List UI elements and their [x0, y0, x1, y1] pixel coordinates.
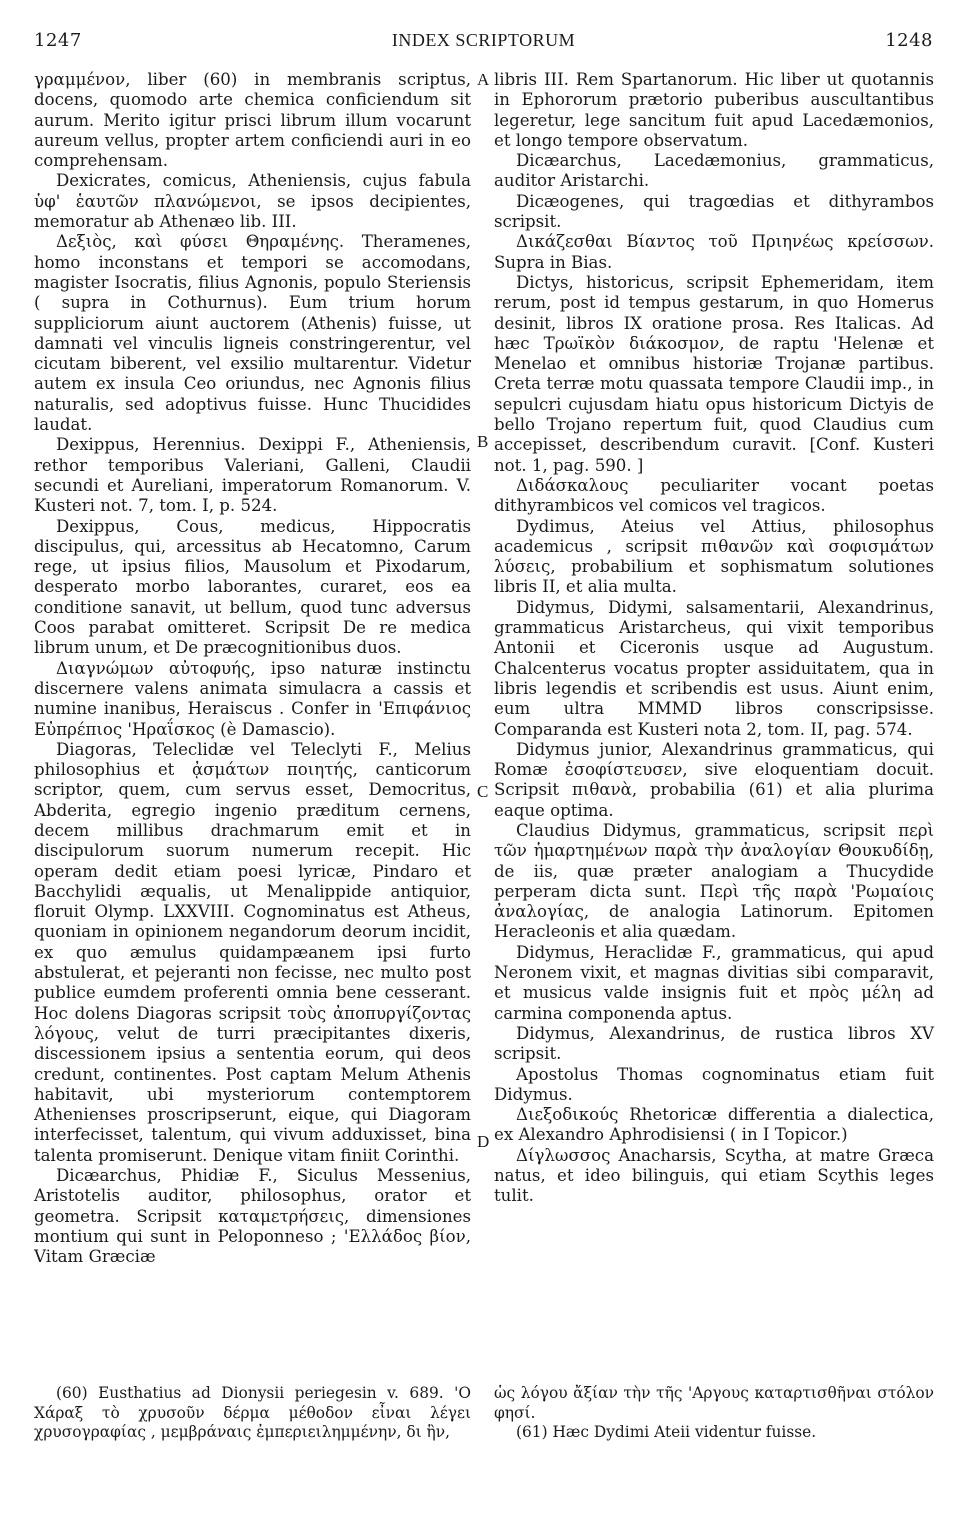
entry-paragraph: Dexippus, Herennius. Dexippi F., Atheniensis, rethor temporibus Valeriani, Galleni, Claudii secundi et Aureliani, imperatorum Romanorum. V. Kusteri not. 7, tom. I, p. 524.: [34, 435, 471, 516]
entry-paragraph: Dexicrates, comicus, Atheniensis, cujus fabula ὑφ' ἑαυτῶν πλανώμενοι, se ipsos decipientes, memoratur ab Athenæo lib. III.: [34, 171, 471, 232]
left-page-number: 1247: [34, 30, 82, 51]
entry-paragraph: Dexippus, Cous, medicus, Hippocratis discipulus, qui, arcessitus ab Hecatomno, Carum rege, ut ipsius filios, Mausolum et Pixodarum, desperato morbo laborantes, curaret, eos ea conditione sanavit, ut bellum, quod tunc adversus Coos parabat omitteret. Scripsit De re medica librum unum, et De præcognitionibus duos.: [34, 516, 471, 658]
section-marker-c: C: [477, 782, 489, 801]
entry-paragraph: Apostolus Thomas cognominatus etiam fuit Didymus.: [494, 1064, 934, 1104]
entry-paragraph: Διεξοδικούς Rhetoricæ differentia a dialectica, ex Alexandro Aphrodisiensi ( in I Topicor.): [494, 1105, 934, 1145]
entry-paragraph: Claudius Didymus, grammaticus, scripsit περὶ τῶν ἡμαρτημένων παρὰ τὴν ἀναλογίαν Θουκυδίδῃ, de iis, quæ præter analogiam a Thucydide perperam dicta sunt. Περὶ τῆς παρὰ 'Ρωμαίοις ἀναλογίας, de analogia Latinorum. Epitomen Heracleonis et alia quædam.: [494, 820, 934, 942]
entry-paragraph: Dicæarchus, Lacedæmonius, grammaticus, auditor Aristarchi.: [494, 151, 934, 191]
entry-paragraph: Didymus, Heraclidæ F., grammaticus, qui apud Neronem vixit, et magnas divitias sibi comparavit, et musicus valde insignis fuit et πρὸς μέλη ad carmina componenda aptus.: [494, 942, 934, 1023]
entry-paragraph: Dictys, historicus, scripsit Ephemeridam, item rerum, post id tempus gestarum, in quo Homerus desinit, libros IX oratione prosa. Res Italicas. Ad hæc Τρωϊκὸν διάκοσμον, de raptu 'Helenæ et Menelao et omnibus historiæ Trojanæ partibus. Creta terræ motu quassata tempore Claudii imp., in sepulcri cujusdam hiatu opus historicum Dictyis de bello Trojano repertum fuit, quod Claudius cum accepisset, describendum curavit. [Conf. Kusteri not. 1, pag. 590. ]: [494, 272, 934, 475]
entry-paragraph: Didymus, Didymi, salsamentarii, Alexandrinus, grammaticus Aristarcheus, qui vixit temporibus Antonii et Ciceronis usque ad Augustum. Chalcenterus vocatus propter assiduitatem, qua in libris legendis et scribendis est usus. Aiunt enim, eum ultra MMMD libros conscripsisse. Comparanda est Kusteri nota 2, tom. II, pag. 574.: [494, 597, 934, 739]
entry-paragraph: Διδάσκαλους peculiariter vocant poetas dithyrambicos vel comicos vel tragicos.: [494, 475, 934, 516]
entry-paragraph: Didymus junior, Alexandrinus grammaticus, qui Romæ ἐσοφίστευσεν, sive eloquentiam docuit. Scripsit πιθανὰ, probabilia (61) et alia plurima eaque optima.: [494, 739, 934, 820]
entry-paragraph: Δικάζεσθαι Βίαντος τοῦ Πριηνέως κρείσσων. Supra in Bias.: [494, 232, 934, 272]
section-marker-b: B: [477, 432, 489, 451]
entry-paragraph: γραμμένον, liber (60) in membranis scriptus, docens, quomodo arte chemica conficiendum sit aurum. Merito igitur prisci librum illum vocarunt aureum vellus, propter artem conficiendi auri in eo comprehensam.: [34, 70, 471, 171]
section-marker-a: A: [477, 70, 490, 89]
entry-paragraph: Διαγνώμων αὐτοφυής, ipso naturæ instinctu discernere valens animata simulacra a cassis et numine inanibus, Heraiscus . Confer in 'Επιφάνιος Εὐπρέπιος 'Ηραΐσκος (è Damascio).: [34, 658, 471, 739]
section-marker-d: D: [477, 1132, 490, 1151]
page-header: [34, 30, 933, 56]
entry-paragraph: Dicæogenes, qui tragœdias et dithyrambos scripsit.: [494, 191, 934, 232]
entry-paragraph: Dicæarchus, Phidiæ F., Siculus Messenius, Aristotelis auditor, philosophus, orator et geometra. Scripsit καταμετρήσεις, dimensiones montium qui sunt in Peloponneso ; 'Ελλάδος βίον, Vitam Græciæ: [34, 1166, 471, 1267]
left-column: [34, 70, 471, 1268]
entry-paragraph: libris III. Rem Spartanorum. Hic liber ut quotannis in Ephororum prætorio puberibus auscultantibus legeretur, lege sancitum fuit apud Lacedæmonios, et longo tempore observatum.: [494, 70, 934, 150]
footnotes-left: [34, 1384, 471, 1443]
footnote-continuation: ὡς λόγου ἄξίαν τὴν τῆς 'Αργους καταρτισθῆναι στόλον φησί.: [494, 1384, 934, 1422]
running-title: INDEX SCRIPTORUM: [391, 30, 576, 50]
right-page-number: 1248: [885, 30, 933, 51]
right-column: [494, 70, 934, 1207]
footnote: (60) Eusthatius ad Dionysii periegesin v. 689. 'Ο Χάραξ τὸ χρυσοῦν δέρμα μέθοδον εἶναι λέγει χρυσογραφίας , μεμβράναις ἐμπεριειλημμένην, δι ἣν,: [34, 1384, 471, 1441]
entry-paragraph: Dydimus, Ateius vel Attius, philosophus academicus , scripsit πιθανῶν καὶ σοφισμάτων λύσεις, probabilium et sophismatum solutiones libris II, et alia multa.: [494, 516, 934, 597]
footnotes-right: [494, 1384, 934, 1443]
entry-paragraph: Diagoras, Teleclidæ vel Teleclyti F., Melius philosophius et ᾀσμάτων ποιητής, canticorum scriptor, quem, cum servus esset, Democritus, Abderita, egregio ingenio præditum cernens, decem millibus drachmarum emit et in discipulorum suorum numerum recepit. Hic operam dedit etiam poesi lyricæ, Pindaro et Bacchylidi æqualis, ut Menalippide antiquior, floruit Olymp. LXXVIII. Cognominatus est Atheus, quoniam in opinionem negandorum deorum incidit, ex quo æmulus quidampæanem ipsi furto abstulerat, et pejeranti non fecisse, nec multo post publice eumdem proferenti omnia bene cesserant. Hoc dolens Diagoras scripsit τοὺς ἀποπυργίζοντας λόγους, velut de turri præcipitantes dixeris, discessionem ipsius a sententia eorum, qui deos credunt, continentes. Post captam Melum Athenis habitavit, ubi mysteriorum contemptorem Athenienses proscripserunt, eique, qui Diagoram interfecisset, talentum, qui vivum adduxisset, bina talenta promiserunt. Denique vitam finiit Corinthi.: [34, 739, 471, 1165]
entry-paragraph: Δίγλωσσος Anacharsis, Scytha, at matre Græca natus, et ideo bilinguis, qui etiam Scythis leges tulit.: [494, 1145, 934, 1206]
entry-paragraph: Δεξιὸς, καὶ φύσει Θηραμένης. Theramenes, homo inconstans et tempori se accomodans, magister Isocratis, filius Agnonis, populo Steriensis ( supra in Cothurnus). Eum trium horum suppliciorum aiunt auctorem (Athenis) fuisse, ut damnati vel vinculis ligneis constringerentur, vel cicutam biberent, vel exsilio multarentur. Videtur autem ex insula Ceo oriundus, nec Agnonis filius naturalis, sed adoptivus fuisse. Hunc Thucidides laudat.: [34, 232, 471, 435]
footnote: (61) Hæc Dydimi Ateii videntur fuisse.: [516, 1423, 817, 1441]
entry-paragraph: Didymus, Alexandrinus, de rustica libros XV scripsit.: [494, 1023, 934, 1064]
